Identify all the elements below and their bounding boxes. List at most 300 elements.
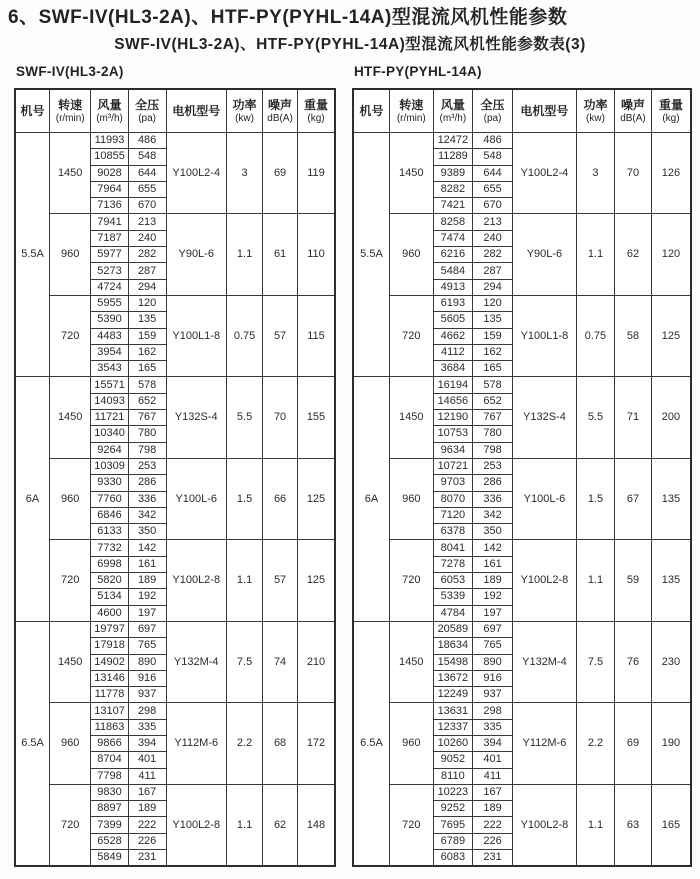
pressure-cell: 161	[128, 556, 166, 572]
speed-cell: 720	[390, 540, 434, 621]
pressure-cell: 213	[473, 214, 513, 230]
flow-cell: 7399	[91, 817, 128, 833]
flow-cell: 5955	[91, 295, 128, 311]
speed-cell: 1450	[390, 377, 434, 458]
col-header-weight	[651, 89, 691, 133]
flow-cell: 15498	[433, 654, 473, 670]
flow-cell: 20589	[433, 621, 473, 637]
col-header-label: 机号	[20, 104, 45, 118]
flow-cell: 19797	[91, 621, 128, 637]
pressure-cell: 937	[473, 687, 513, 703]
weight-cell: 230	[651, 621, 691, 702]
flow-cell: 16194	[433, 377, 473, 393]
noise-cell: 66	[263, 458, 298, 539]
pressure-cell: 644	[128, 165, 166, 181]
flow-cell: 7941	[91, 214, 128, 230]
flow-cell: 5484	[433, 263, 473, 279]
pressure-cell: 401	[473, 752, 513, 768]
flow-cell: 9052	[433, 752, 473, 768]
noise-cell: 58	[615, 295, 652, 376]
motor-cell: Y100L1-8	[166, 295, 226, 376]
pressure-cell: 165	[473, 361, 513, 377]
flow-cell: 7732	[91, 540, 128, 556]
noise-cell: 70	[263, 377, 298, 458]
col-header-label: 重量	[303, 97, 328, 112]
table-row	[15, 295, 335, 311]
flow-cell: 6998	[91, 556, 128, 572]
pressure-cell: 135	[473, 312, 513, 328]
motor-cell: Y90L-6	[166, 214, 226, 295]
col-header-unit: (pa)	[483, 112, 502, 124]
table-row	[353, 458, 691, 474]
pressure-cell: 287	[128, 263, 166, 279]
motor-cell: Y112M-6	[166, 703, 226, 784]
pressure-cell: 336	[128, 491, 166, 507]
motor-cell: Y100L2-8	[513, 784, 577, 866]
weight-cell: 135	[651, 540, 691, 621]
speed-cell: 960	[390, 703, 434, 784]
power-cell: 1.1	[576, 540, 614, 621]
pressure-cell: 336	[473, 491, 513, 507]
flow-cell: 3543	[91, 361, 128, 377]
flow-cell: 4112	[433, 344, 473, 360]
flow-cell: 11721	[91, 410, 128, 426]
noise-cell: 70	[615, 133, 652, 214]
flow-cell: 7964	[91, 181, 128, 197]
flow-cell: 9252	[433, 801, 473, 817]
pressure-cell: 253	[128, 458, 166, 474]
pressure-cell: 767	[128, 410, 166, 426]
header-row	[353, 89, 691, 133]
flow-cell: 11863	[91, 719, 128, 735]
flow-cell: 10309	[91, 458, 128, 474]
pressure-cell: 342	[128, 507, 166, 523]
pressure-cell: 652	[473, 393, 513, 409]
flow-cell: 7474	[433, 230, 473, 246]
pressure-cell: 767	[473, 410, 513, 426]
power-cell: 1.1	[576, 214, 614, 295]
weight-cell: 155	[298, 377, 336, 458]
pressure-cell: 142	[128, 540, 166, 556]
speed-cell: 720	[50, 784, 91, 866]
noise-cell: 59	[615, 540, 652, 621]
flow-cell: 8070	[433, 491, 473, 507]
pressure-cell: 120	[473, 295, 513, 311]
pressure-cell: 282	[128, 247, 166, 263]
weight-cell: 125	[651, 295, 691, 376]
col-header-label: 风量	[440, 97, 465, 112]
pressure-cell: 335	[473, 719, 513, 735]
flow-cell: 7798	[91, 768, 128, 784]
flow-cell: 6846	[91, 507, 128, 523]
noise-cell: 62	[615, 214, 652, 295]
pressure-cell: 222	[473, 817, 513, 833]
power-cell: 3	[576, 133, 614, 214]
flow-cell: 11778	[91, 687, 128, 703]
col-header-unit: dB(A)	[620, 112, 646, 124]
col-header-unit: dB(A)	[267, 112, 293, 124]
weight-cell: 119	[298, 133, 336, 214]
flow-cell: 5339	[433, 589, 473, 605]
table-row	[15, 214, 335, 230]
col-header-label: 电机型号	[172, 104, 221, 118]
pressure-cell: 890	[473, 654, 513, 670]
speed-cell: 960	[390, 214, 434, 295]
flow-cell: 8041	[433, 540, 473, 556]
noise-cell: 69	[615, 703, 652, 784]
flow-cell: 15571	[91, 377, 128, 393]
power-cell: 2.2	[576, 703, 614, 784]
speed-cell: 720	[50, 540, 91, 621]
table-row	[353, 621, 691, 637]
flow-cell: 10753	[433, 426, 473, 442]
flow-cell: 9389	[433, 165, 473, 181]
motor-cell: Y100L-6	[513, 458, 577, 539]
flow-cell: 8282	[433, 181, 473, 197]
flow-cell: 9866	[91, 735, 128, 751]
pressure-cell: 240	[128, 230, 166, 246]
pressure-cell: 231	[128, 850, 166, 867]
pressure-cell: 394	[473, 735, 513, 751]
table-caption: HTF-PY(PYHL-14A)	[354, 64, 482, 79]
col-header-flow	[91, 89, 128, 133]
speed-cell: 1450	[50, 377, 91, 458]
col-header-label: 风量	[97, 97, 122, 112]
weight-cell: 125	[298, 540, 336, 621]
pressure-cell: 192	[473, 589, 513, 605]
flow-cell: 7695	[433, 817, 473, 833]
weight-cell: 172	[298, 703, 336, 784]
table-row	[15, 621, 335, 637]
flow-cell: 11289	[433, 149, 473, 165]
flow-cell: 5390	[91, 312, 128, 328]
noise-cell: 57	[263, 540, 298, 621]
weight-cell: 126	[651, 133, 691, 214]
col-header-label: 转速	[399, 97, 424, 112]
weight-cell: 200	[651, 377, 691, 458]
speed-cell: 720	[390, 784, 434, 866]
weight-cell: 115	[298, 295, 336, 376]
table-block-swf	[14, 61, 336, 867]
flow-cell: 7760	[91, 491, 128, 507]
page-title: 6、SWF-IV(HL3-2A)、HTF-PY(PYHL-14A)型混流风机性能参数	[8, 7, 568, 28]
weight-cell: 120	[651, 214, 691, 295]
flow-cell: 9264	[91, 442, 128, 458]
pressure-cell: 655	[473, 181, 513, 197]
table-row	[353, 784, 691, 800]
table-row	[15, 784, 335, 800]
power-cell: 7.5	[576, 621, 614, 702]
power-cell: 3	[226, 133, 262, 214]
flow-cell: 5273	[91, 263, 128, 279]
col-header-speed	[390, 89, 434, 133]
pressure-cell: 765	[128, 638, 166, 654]
col-header-label: 重量	[658, 97, 683, 112]
flow-cell: 7136	[91, 198, 128, 214]
power-cell: 0.75	[226, 295, 262, 376]
pressure-cell: 167	[128, 784, 166, 800]
flow-cell: 10340	[91, 426, 128, 442]
col-header-size	[353, 89, 390, 133]
flow-cell: 14902	[91, 654, 128, 670]
flow-cell: 13107	[91, 703, 128, 719]
motor-cell: Y132S-4	[513, 377, 577, 458]
pressure-cell: 350	[473, 524, 513, 540]
motor-cell: Y100L-6	[166, 458, 226, 539]
pressure-cell: 780	[473, 426, 513, 442]
table-row	[353, 133, 691, 149]
flow-cell: 6053	[433, 573, 473, 589]
col-header-weight	[298, 89, 336, 133]
col-header-motor	[513, 89, 577, 133]
col-header-unit: (kw)	[235, 112, 254, 124]
pressure-cell: 231	[473, 850, 513, 867]
performance-table-swf	[14, 88, 336, 867]
page-subtitle: SWF-IV(HL3-2A)、HTF-PY(PYHL-14A)型混流风机性能参数表(3)	[114, 36, 586, 53]
pressure-cell: 222	[128, 817, 166, 833]
flow-cell: 8258	[433, 214, 473, 230]
weight-cell: 135	[651, 458, 691, 539]
flow-cell: 10260	[433, 735, 473, 751]
pressure-cell: 652	[128, 393, 166, 409]
power-cell: 5.5	[226, 377, 262, 458]
table-row	[15, 540, 335, 556]
table-caption: SWF-IV(HL3-2A)	[16, 64, 124, 79]
weight-cell: 148	[298, 784, 336, 866]
pressure-cell: 916	[473, 670, 513, 686]
flow-cell: 8897	[91, 801, 128, 817]
flow-cell: 6193	[433, 295, 473, 311]
flow-cell: 8704	[91, 752, 128, 768]
pressure-cell: 197	[128, 605, 166, 621]
speed-cell: 1450	[50, 621, 91, 702]
flow-cell: 5605	[433, 312, 473, 328]
pressure-cell: 189	[473, 801, 513, 817]
power-cell: 1.1	[226, 540, 262, 621]
flow-cell: 11993	[91, 133, 128, 149]
col-header-label: 噪声	[268, 97, 293, 112]
flow-cell: 4913	[433, 279, 473, 295]
pressure-cell: 159	[128, 328, 166, 344]
flow-cell: 10855	[91, 149, 128, 165]
pressure-cell: 189	[128, 801, 166, 817]
col-header-label: 噪声	[620, 97, 645, 112]
table-block-htf	[352, 61, 692, 867]
col-header-pressure	[473, 89, 513, 133]
col-header-speed	[50, 89, 91, 133]
pressure-cell: 189	[128, 573, 166, 589]
motor-cell: Y90L-6	[513, 214, 577, 295]
noise-cell: 68	[263, 703, 298, 784]
flow-cell: 17918	[91, 638, 128, 654]
table-row	[15, 458, 335, 474]
pressure-cell: 644	[473, 165, 513, 181]
noise-cell: 62	[263, 784, 298, 866]
pressure-cell: 655	[128, 181, 166, 197]
weight-cell: 210	[298, 621, 336, 702]
pressure-cell: 286	[128, 475, 166, 491]
pressure-cell: 890	[128, 654, 166, 670]
fan-size-cell: 6.5A	[15, 621, 50, 866]
pressure-cell: 167	[473, 784, 513, 800]
flow-cell: 4784	[433, 605, 473, 621]
motor-cell: Y132S-4	[166, 377, 226, 458]
pressure-cell: 697	[473, 621, 513, 637]
table-row	[353, 703, 691, 719]
col-header-unit: (pa)	[138, 112, 157, 124]
pressure-cell: 697	[128, 621, 166, 637]
pressure-cell: 286	[473, 475, 513, 491]
motor-cell: Y100L2-4	[166, 133, 226, 214]
pressure-cell: 486	[473, 133, 513, 149]
pressure-cell: 798	[128, 442, 166, 458]
power-cell: 1.5	[226, 458, 262, 539]
table-row	[353, 295, 691, 311]
flow-cell: 13631	[433, 703, 473, 719]
flow-cell: 12472	[433, 133, 473, 149]
flow-cell: 8110	[433, 768, 473, 784]
pressure-cell: 342	[473, 507, 513, 523]
flow-cell: 6216	[433, 247, 473, 263]
power-cell: 2.2	[226, 703, 262, 784]
motor-cell: Y132M-4	[166, 621, 226, 702]
pressure-cell: 287	[473, 263, 513, 279]
table-row	[15, 377, 335, 393]
flow-cell: 5820	[91, 573, 128, 589]
pressure-cell: 253	[473, 458, 513, 474]
motor-cell: Y112M-6	[513, 703, 577, 784]
flow-cell: 9330	[91, 475, 128, 491]
flow-cell: 9703	[433, 475, 473, 491]
flow-cell: 12249	[433, 687, 473, 703]
col-header-label: 电机型号	[520, 104, 569, 118]
col-header-label: 转速	[58, 97, 83, 112]
flow-cell: 6083	[433, 850, 473, 867]
pressure-cell: 578	[128, 377, 166, 393]
flow-cell: 9028	[91, 165, 128, 181]
flow-cell: 5977	[91, 247, 128, 263]
col-header-unit: (kw)	[586, 112, 605, 124]
power-cell: 5.5	[576, 377, 614, 458]
power-cell: 0.75	[576, 295, 614, 376]
flow-cell: 13146	[91, 670, 128, 686]
pressure-cell: 192	[128, 589, 166, 605]
pressure-cell: 226	[473, 833, 513, 849]
flow-cell: 6378	[433, 524, 473, 540]
fan-size-cell: 6A	[353, 377, 390, 621]
power-cell: 1.5	[576, 458, 614, 539]
speed-cell: 720	[50, 295, 91, 376]
flow-cell: 14093	[91, 393, 128, 409]
col-header-label: 全压	[480, 97, 505, 112]
pressure-cell: 670	[128, 198, 166, 214]
fan-size-cell: 6A	[15, 377, 50, 621]
speed-cell: 720	[390, 295, 434, 376]
col-header-label: 功率	[583, 97, 608, 112]
flow-cell: 12190	[433, 410, 473, 426]
col-header-unit: (r/min)	[55, 112, 85, 124]
performance-table-htf	[352, 88, 692, 867]
header-row	[15, 89, 335, 133]
col-header-unit: (kg)	[307, 112, 325, 124]
flow-cell: 7187	[91, 230, 128, 246]
motor-cell: Y132M-4	[513, 621, 577, 702]
fan-size-cell: 5.5A	[353, 133, 390, 377]
speed-cell: 960	[50, 458, 91, 539]
noise-cell: 57	[263, 295, 298, 376]
power-cell: 1.1	[576, 784, 614, 866]
col-header-unit: (m³/h)	[96, 112, 123, 124]
noise-cell: 61	[263, 214, 298, 295]
motor-cell: Y100L2-8	[513, 540, 577, 621]
flow-cell: 4662	[433, 328, 473, 344]
flow-cell: 9634	[433, 442, 473, 458]
pressure-cell: 165	[128, 361, 166, 377]
pressure-cell: 350	[128, 524, 166, 540]
flow-cell: 4483	[91, 328, 128, 344]
noise-cell: 67	[615, 458, 652, 539]
flow-cell: 9830	[91, 784, 128, 800]
flow-cell: 6133	[91, 524, 128, 540]
weight-cell: 165	[651, 784, 691, 866]
flow-cell: 6789	[433, 833, 473, 849]
pressure-cell: 548	[473, 149, 513, 165]
col-header-power	[226, 89, 262, 133]
pressure-cell: 916	[128, 670, 166, 686]
tables-container	[0, 61, 700, 867]
speed-cell: 1450	[390, 621, 434, 702]
flow-cell: 3954	[91, 344, 128, 360]
table-row	[353, 377, 691, 393]
motor-cell: Y100L1-8	[513, 295, 577, 376]
pressure-cell: 162	[128, 344, 166, 360]
motor-cell: Y100L2-8	[166, 540, 226, 621]
col-header-pressure	[128, 89, 166, 133]
pressure-cell: 135	[128, 312, 166, 328]
pressure-cell: 226	[128, 833, 166, 849]
table-row	[15, 703, 335, 719]
flow-cell: 6528	[91, 833, 128, 849]
speed-cell: 960	[390, 458, 434, 539]
speed-cell: 1450	[50, 133, 91, 214]
weight-cell: 190	[651, 703, 691, 784]
flow-cell: 14656	[433, 393, 473, 409]
noise-cell: 69	[263, 133, 298, 214]
pressure-cell: 142	[473, 540, 513, 556]
noise-cell: 71	[615, 377, 652, 458]
flow-cell: 3684	[433, 361, 473, 377]
pressure-cell: 798	[473, 442, 513, 458]
flow-cell: 7120	[433, 507, 473, 523]
power-cell: 7.5	[226, 621, 262, 702]
flow-cell: 12337	[433, 719, 473, 735]
speed-cell: 1450	[390, 133, 434, 214]
pressure-cell: 240	[473, 230, 513, 246]
col-header-power	[576, 89, 614, 133]
motor-cell: Y100L2-4	[513, 133, 577, 214]
pressure-cell: 411	[128, 768, 166, 784]
speed-cell: 960	[50, 703, 91, 784]
pressure-cell: 120	[128, 295, 166, 311]
weight-cell: 110	[298, 214, 336, 295]
power-cell: 1.1	[226, 214, 262, 295]
table-row	[353, 540, 691, 556]
col-header-label: 机号	[359, 104, 384, 118]
col-header-noise	[615, 89, 652, 133]
flow-cell: 5849	[91, 850, 128, 867]
pressure-cell: 298	[128, 703, 166, 719]
col-header-unit: (m³/h)	[439, 112, 467, 124]
